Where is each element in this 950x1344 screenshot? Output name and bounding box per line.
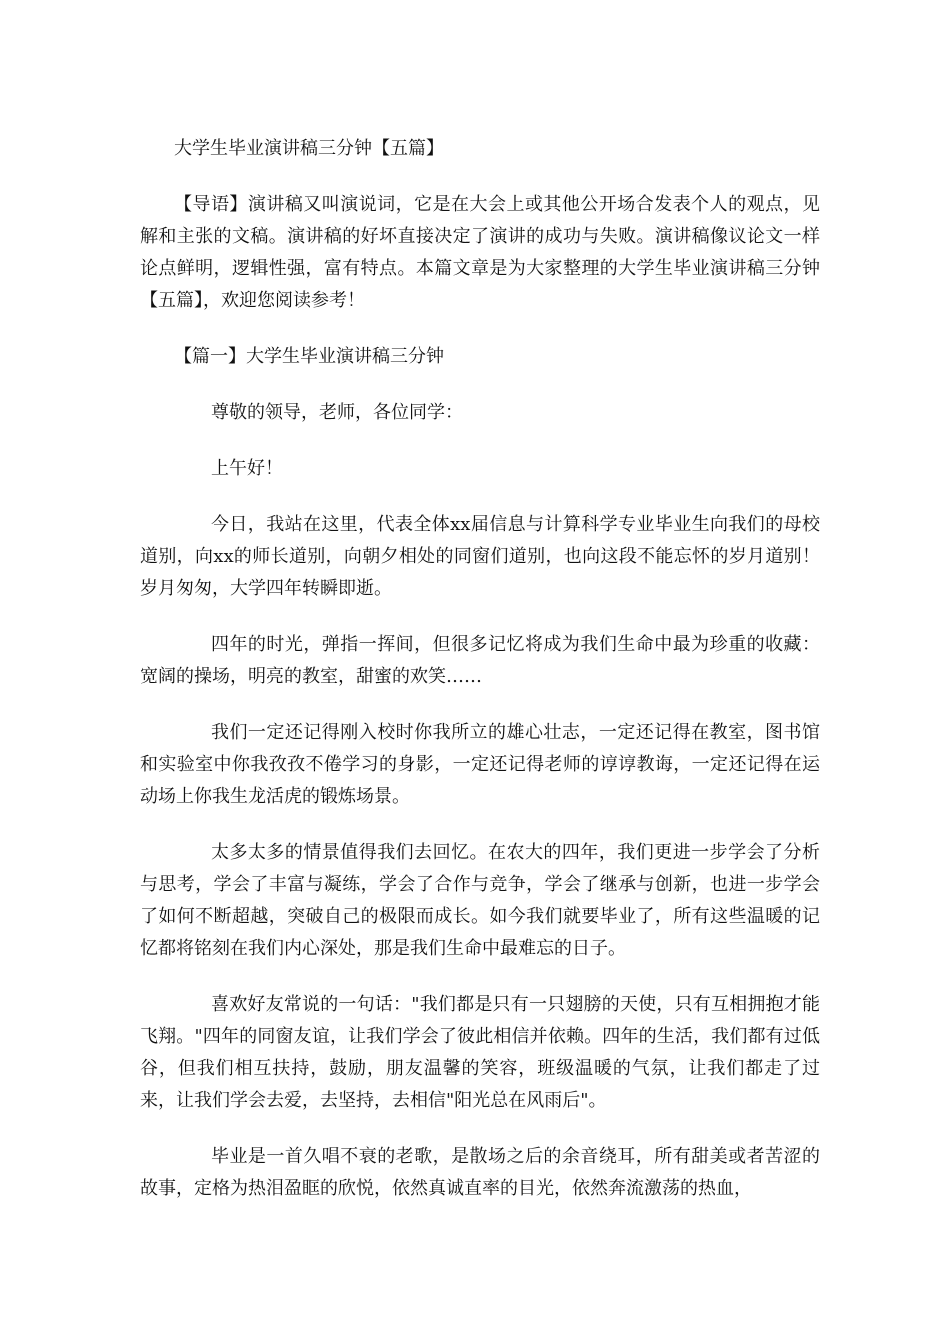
paragraph-aspirations: 我们一定还记得刚入校时你我所立的雄心壮志，一定还记得在教室，图书馆和实验室中你我孜孜不倦学习的身影，一定还记得老师的谆谆教诲，一定还记得在运动场上你我生龙活虎的锻炼场景。 bbox=[140, 722, 820, 807]
paragraph-memories: 四年的时光，弹指一挥间，但很多记忆将成为我们生命中最为珍重的收藏：宽阔的操场，明亮的教室，甜蜜的欢笑…… bbox=[140, 634, 820, 687]
section-heading: 【篇一】大学生毕业演讲稿三分钟 bbox=[174, 346, 444, 367]
intro-paragraph: 【导语】演讲稿又叫演说词，它是在大会上或其他公开场合发表个人的观点，见解和主张的文稿。演讲稿的好坏直接决定了演讲的成功与失败。演讲稿像议论文一样论点鲜明，逻辑性强，富有特点。本篇文章是为大家整理的大学生毕业演讲稿三分钟【五篇】，欢迎您阅读参考！ bbox=[140, 194, 820, 311]
paragraph-farewell: 今日，我站在这里，代表全体xx届信息与计算科学专业毕业生向我们的母校道别，向xx的师长道别，向朝夕相处的同窗们道别，也向这段不能忘怀的岁月道别！岁月匆匆，大学四年转瞬即逝。 bbox=[140, 514, 820, 599]
paragraph-greeting: 上午好！ bbox=[211, 458, 283, 479]
paragraph-graduation-song: 毕业是一首久唱不衰的老歌，是散场之后的余音绕耳，所有甜美或者苦涩的故事，定格为热泪盈眶的欣悦，依然真诚直率的目光，依然奔流激荡的热血， bbox=[140, 1146, 820, 1199]
document-title: 大学生毕业演讲稿三分钟【五篇】 bbox=[174, 138, 444, 159]
paragraph-growth: 太多太多的情景值得我们去回忆。在农大的四年，我们更进一步学会了分析与思考，学会了丰富与凝练，学会了合作与竞争，学会了继承与创新，也进一步学会了如何不断超越，突破自己的极限而成长。如今我们就要毕业了，所有这些温暖的记忆都将铭刻在我们内心深处，那是我们生命中最难忘的日子。 bbox=[140, 842, 820, 959]
paragraph-friendship: 喜欢好友常说的一句话："我们都是只有一只翅膀的天使，只有互相拥抱才能飞翔。"四年的同窗友谊，让我们学会了彼此相信并依赖。四年的生活，我们都有过低谷，但我们相互扶持，鼓励，朋友温馨的笑容，班级温暖的气氛，让我们都走了过来，让我们学会去爱，去坚持，去相信"阳光总在风雨后"。 bbox=[140, 994, 820, 1111]
paragraph-salutation: 尊敬的领导，老师，各位同学： bbox=[211, 402, 463, 423]
document-body bbox=[140, 133, 820, 1229]
